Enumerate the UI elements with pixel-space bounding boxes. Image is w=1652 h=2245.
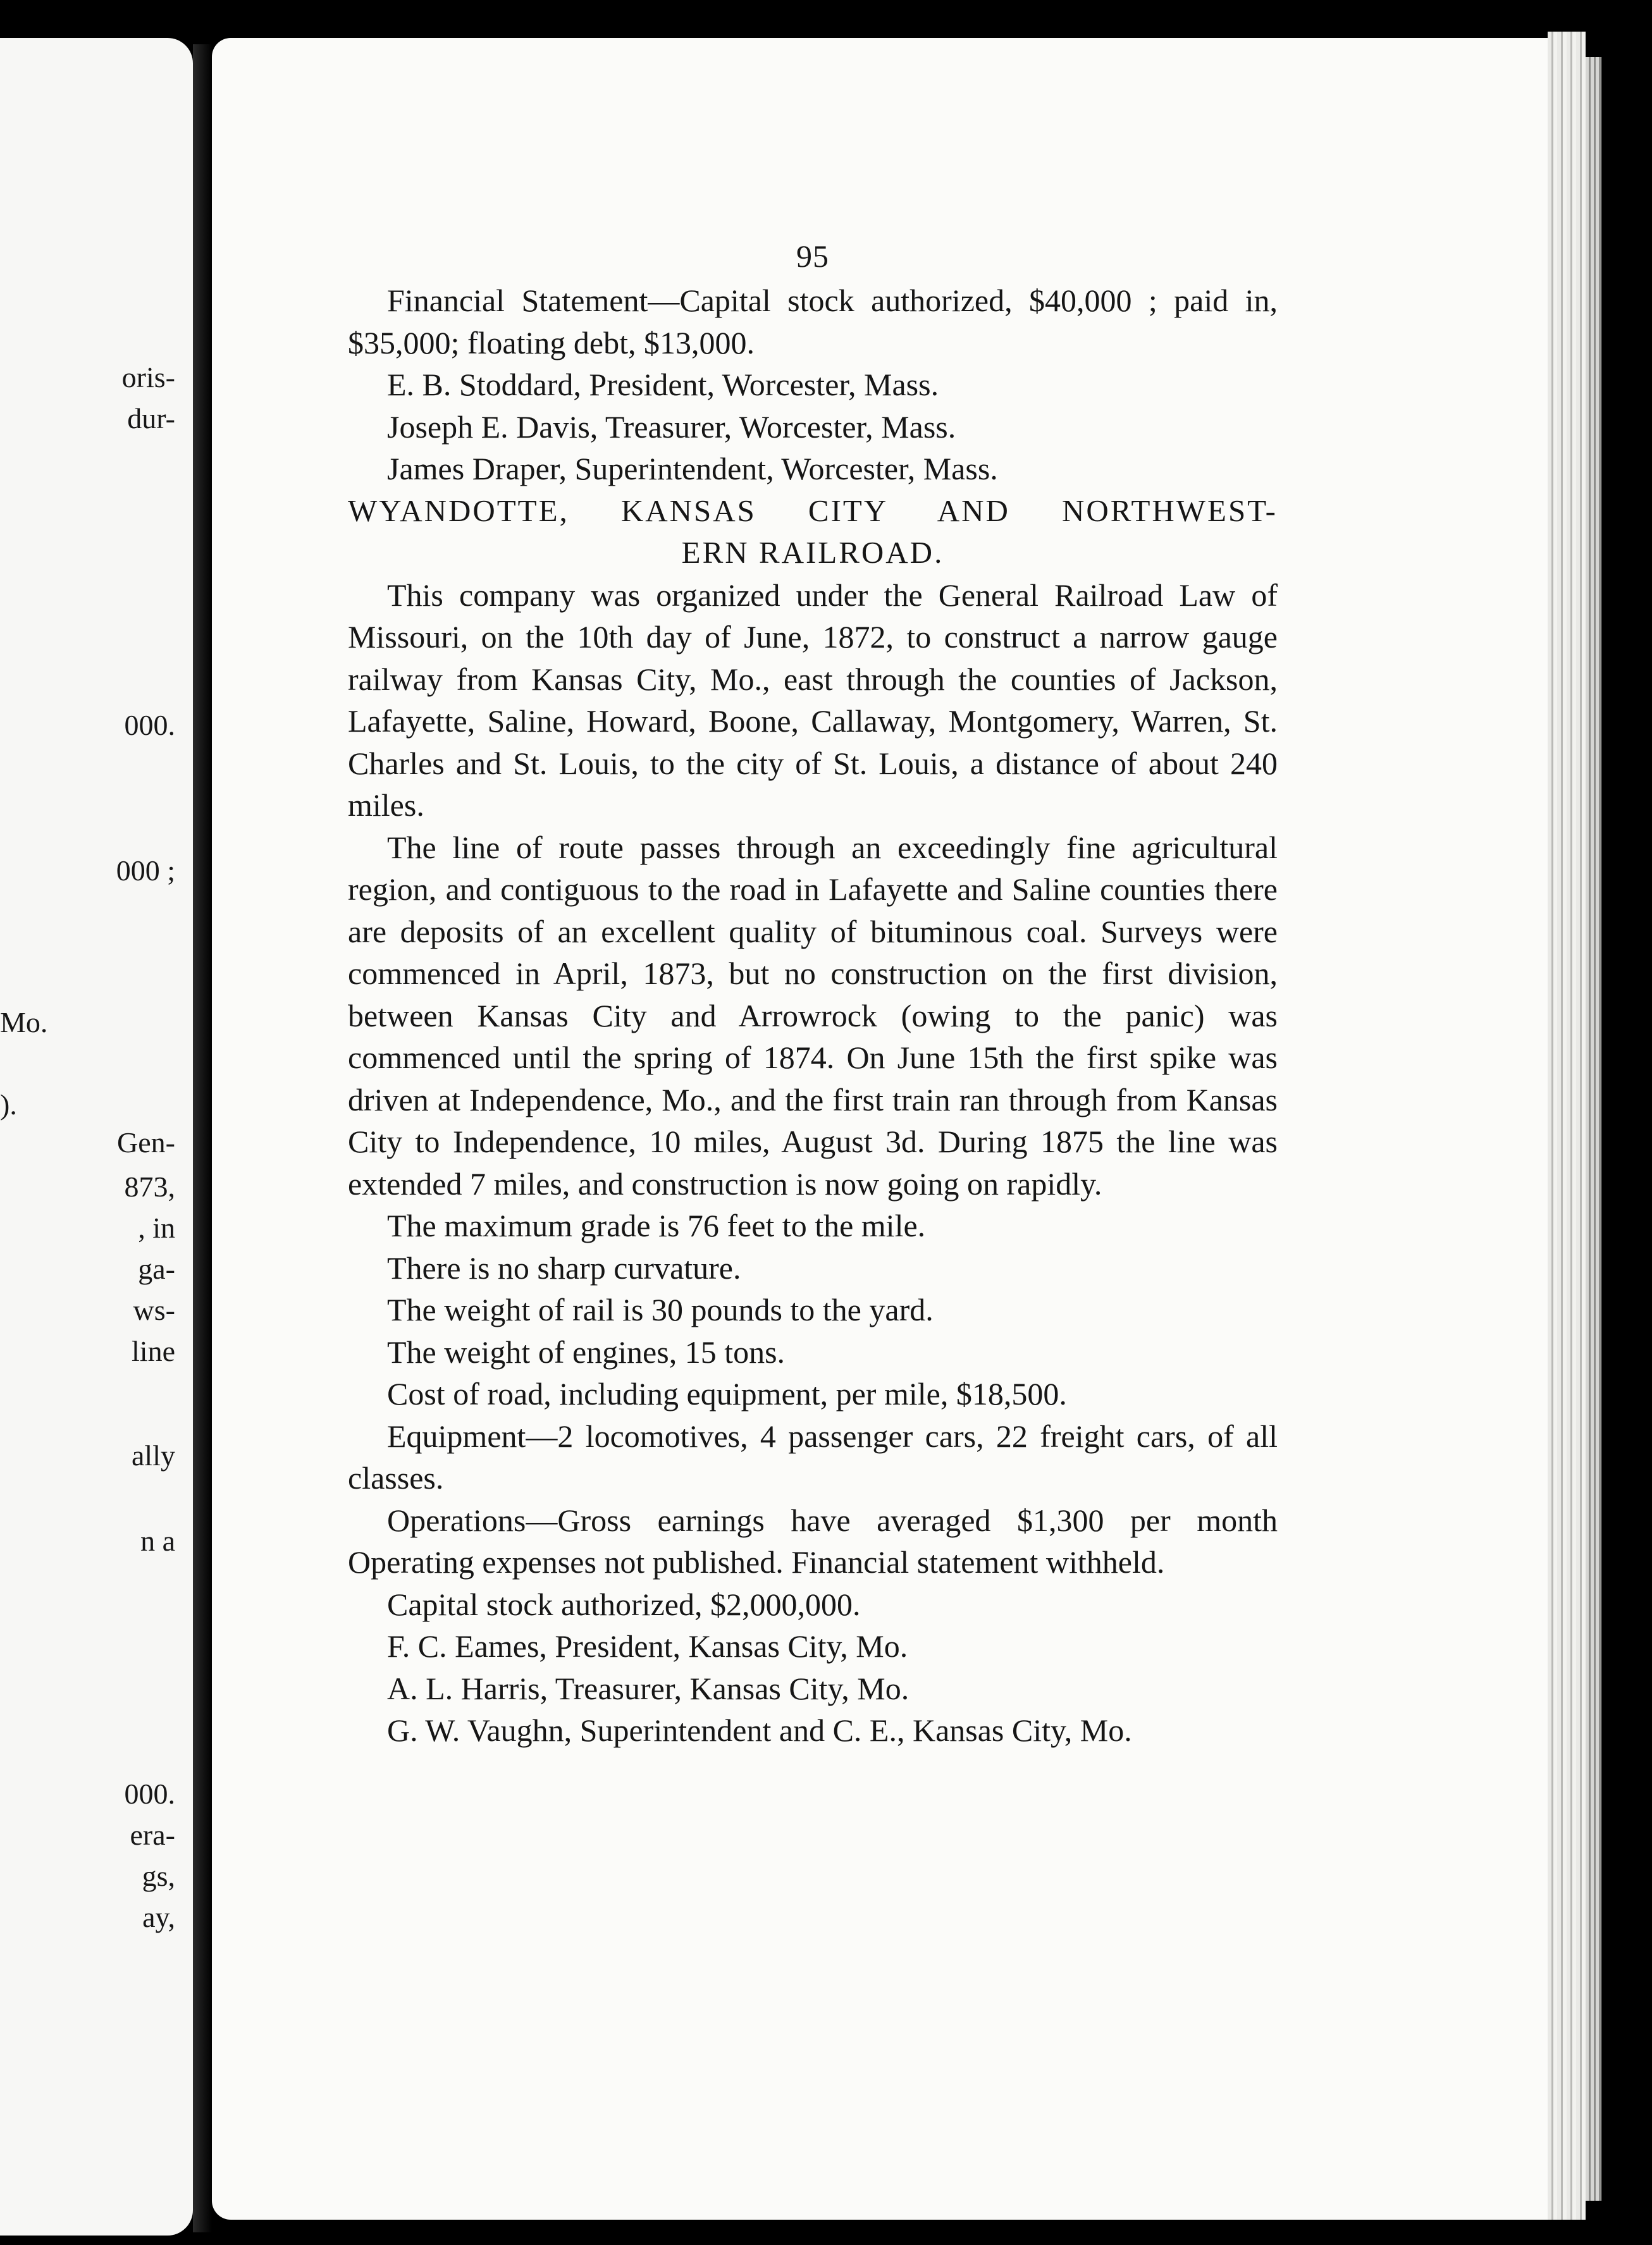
left-page-fragment: , in (138, 1212, 175, 1244)
left-page-fragment: ga- (138, 1253, 175, 1285)
left-page-fragment: line (132, 1335, 175, 1367)
left-page-fragment: 000 ; (116, 854, 175, 887)
left-page-fragment: n a (140, 1525, 175, 1557)
section-title-line-2: ERN RAILROAD. (681, 535, 944, 570)
left-page-fragment: era- (130, 1819, 175, 1851)
book-gutter (193, 44, 212, 2232)
section-title (348, 490, 1278, 574)
fact-cost: Cost of road, including equipment, per mile, $18,500. (387, 1376, 1067, 1412)
fact-grade: The maximum grade is 76 feet to the mile. (387, 1208, 926, 1243)
left-page-fragment: ). (0, 1088, 17, 1121)
left-page-fragment: gs, (142, 1860, 175, 1892)
left-facing-page (0, 38, 193, 2236)
fact-operations: Operations—Gross earnings have averaged $1,300 per month Operating expenses not published. Financial statement withheld. (348, 1502, 1278, 1580)
left-page-fragment: 000. (124, 1778, 175, 1810)
left-page-fragment: oris- (121, 361, 175, 393)
left-page-fragment: 873, (124, 1171, 175, 1203)
page-edges-outer (1586, 57, 1601, 2201)
officer-line: E. B. Stoddard, President, Worcester, Mass. (387, 367, 939, 402)
page-number: 95 (796, 238, 829, 274)
paragraph-route: The line of route passes through an exceedingly fine agricultural region, and contiguous to the road in Lafayette and Saline counties there are deposits of an excellent quality of bituminous coal. Surveys were commenced in April, 1873, but no construction on the first division, between Kansas City and Arrowrock (owing to the panic) was commenced until the spring of 1874. On June 15th the first spike was driven at Independence, Mo., and the first train ran through from Kansas City to Independence, 10 miles, August 3d. During 1875 the line was extended 7 miles, and construction is now going on rapidly. (348, 829, 1278, 1202)
financial-statement: Financial Statement—Capital stock authorized, $40,000 ; paid in, $35,000; floating debt, $13,000. (348, 283, 1278, 360)
officer-line: James Draper, Superintendent, Worcester, Mass. (387, 451, 998, 486)
page-edges (1548, 32, 1586, 2220)
officer-line: G. W. Vaughn, Superintendent and C. E., Kansas City, Mo. (387, 1713, 1132, 1748)
fact-curvature: There is no sharp curvature. (387, 1250, 741, 1286)
scan-speck (658, 0, 689, 9)
fact-engines: The weight of engines, 15 tons. (387, 1334, 786, 1370)
left-page-fragment: ws- (133, 1294, 175, 1326)
left-page-fragment: Gen- (117, 1126, 175, 1159)
left-page-fragment: 000. (124, 709, 175, 741)
left-page-fragment: Mo. (0, 1006, 48, 1038)
fact-capital: Capital stock authorized, $2,000,000. (387, 1586, 861, 1622)
officer-line: Joseph E. Davis, Treasurer, Worcester, Mass. (387, 409, 956, 445)
fact-equipment: Equipment—2 locomotives, 4 passenger cars, 22 freight cars, of all classes. (348, 1418, 1278, 1496)
fact-rail: The weight of rail is 30 pounds to the yard. (387, 1292, 934, 1327)
section-title-line-1: WYANDOTTE, KANSAS CITY AND NORTHWEST- (348, 493, 1278, 528)
paragraph-organization: This company was organized under the General Railroad Law of Missouri, on the 10th day of June, 1872, to construct a narrow gauge railway from Kansas City, Mo., east through the counties of Jackson, Lafayette, Saline, Howard, Boone, Callaway, Montgomery, Warren, St. Charles and St. Louis, to the city of St. Louis, a distance of about 240 miles. (348, 577, 1278, 823)
left-page-fragment: dur- (127, 402, 175, 434)
left-page-fragment: ay, (142, 1901, 175, 1933)
page-text-column (348, 235, 1278, 1752)
officer-line: F. C. Eames, President, Kansas City, Mo. (387, 1628, 908, 1664)
left-page-fragment: ally (132, 1439, 175, 1472)
officer-line: A. L. Harris, Treasurer, Kansas City, Mo. (387, 1670, 909, 1706)
